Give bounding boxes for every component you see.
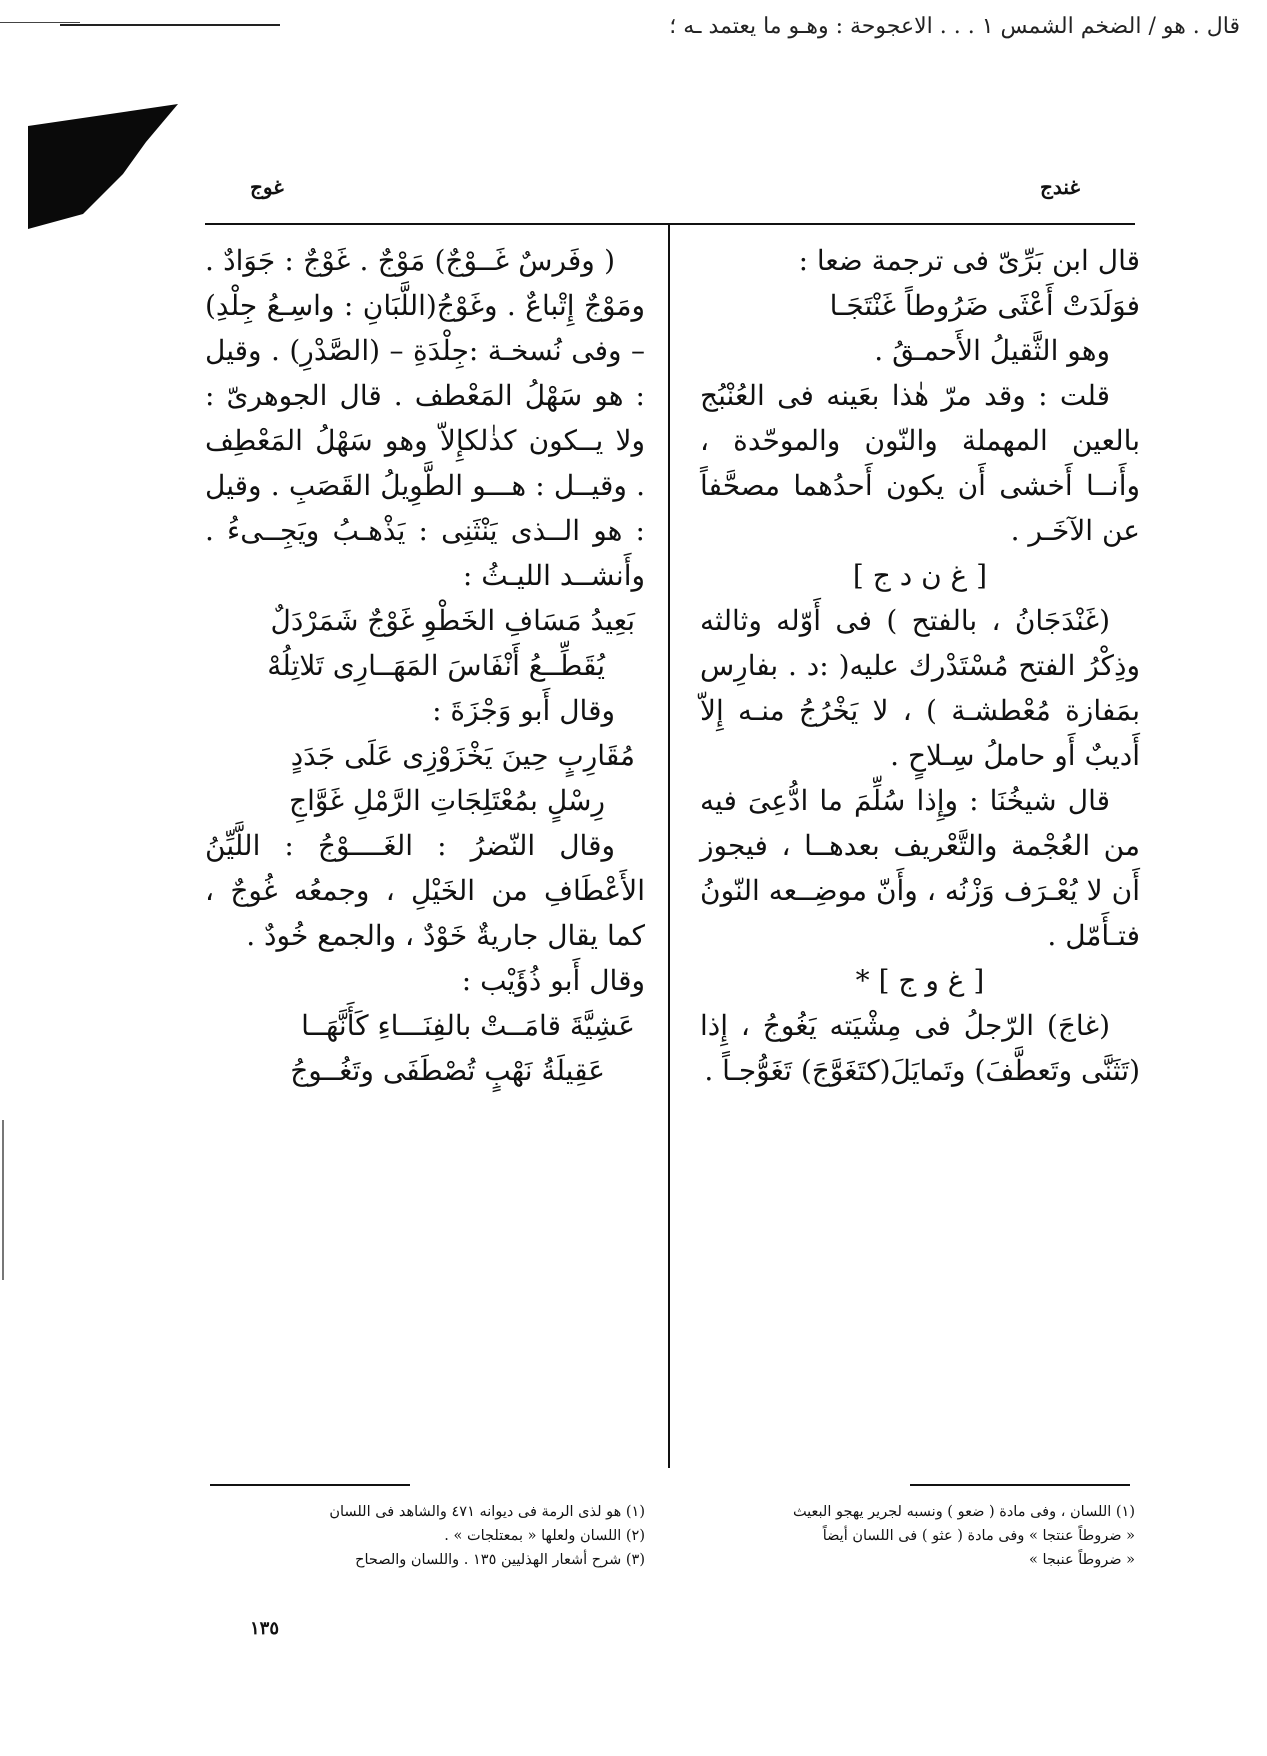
column-divider xyxy=(668,224,670,1468)
footnote: (١) هو لذى الرمة فى ديوانه ٤٧١ والشاهد فى اللسان xyxy=(329,1504,645,1520)
footnote: (١) اللسان ، وفى مادة ( ضعو ) ونسبه لجرير يهجو البعيث xyxy=(792,1504,1135,1520)
paragraph: قلت : وقد مرّ هٰذا بعَينه فى العُنْبُج بالعين المهملة والنّون والموحّدة ، وأَنــا أَخشى أَن يكون أَحدُهما مصحَّفاً عن الآخَـر . xyxy=(700,379,1140,547)
footnote-rule-left xyxy=(210,1484,410,1486)
paragraph: وهو الثَّقيلُ الأَحمـقُ . xyxy=(874,334,1110,367)
footnote: (٣) شرح أشعار الهذليين ١٣٥ . واللسان والصحاح xyxy=(355,1552,645,1568)
section-title-ghwj: [ غ و ج ] * xyxy=(855,964,985,997)
top-rule xyxy=(60,24,280,26)
attribution: وقال أَبو وَجْزَةَ : xyxy=(432,694,615,727)
footnotes-left xyxy=(205,1500,645,1572)
verse-line: فوَلَدَتْ أَعْثَى ضَرُوطاً غَنْتَجَـا xyxy=(829,289,1140,322)
right-column xyxy=(700,238,1140,1093)
paragraph: (غَنْدَجَانُ ، بالفتح ) فى أَوّله وثالثه وذِكْرُ الفتح مُسْتَدْرك عليه( :د . بفارِس بمَفازة مُعْطشـة ) ، لا يَخْرُجُ منـه إِلاّ أَديبٌ أَو حاملُ سِـلاحٍ . xyxy=(700,604,1140,772)
paragraph: قال ابن بَرِّىّ فى ترجمة ضعا : xyxy=(798,244,1140,277)
verse-line: عَشِيَّةَ قامَــتْ بالفِنَـــاءِ كَأَنَّهَــا xyxy=(301,1009,635,1042)
verse-line: عَقِيلَةُ نَهْبٍ تُصْطَفَى وتَغُــوجُ xyxy=(290,1054,605,1087)
verse-line: رِسْلٍ بمُعْتَلِجَاتِ الرَّمْلِ غَوَّاجِ xyxy=(289,784,605,817)
scan-corner-shadow xyxy=(28,104,178,229)
attribution: وقال أَبو ذُؤَيْب : xyxy=(461,964,645,997)
section-title-ghndj: [ غ ن د ج ] xyxy=(852,559,988,592)
left-headword: غوج xyxy=(250,175,284,199)
paragraph: قال شيخُنَا : وإِذا سُلِّمَ ما ادُّعِىَ فيه من العُجْمة والتَّعْريف بعدهــا ، فيجوز أَن لا يُعْـرَف وَزْنُه ، وأَنّ موضِــعه النّونُ فتـأَمّل . xyxy=(700,784,1140,952)
top-rule-fragment xyxy=(0,22,80,23)
paragraph: ( وفَرسٌ غَــوْجٌ) مَوْجٌ . غَوْجٌ : جَوَادٌ . ومَوْجٌ إِتْباعٌ . وغَوْجُ(اللَّبَانِ : واسِـعُ جِلْدِ) – وفى نُسخـة :جِلْدَةِ – (الصَّدْرِ) . وقيل : هو سَهْلُ المَعْطف . قال الجوهرىّ : ولا يــكون كذٰلكإِلاّ وهو سَهْلُ المَعْطِف . وقيــل : هـــو الطَّوِيلُ القَصَبِ . وقيل : هو الــذى يَنْثَنِى : يَذْهـبُ ويَجِــىءُ . وأَنشــد الليـثُ : xyxy=(205,244,645,592)
paragraph: (غاجَ) الرّجلُ فى مِشْيَته يَغُوجُ ، إِذا (تَثَنَّى وتَعطَّفَ) وتَمايَلَ(كتَغَوَّجَ) تَغَوُّجـاً . xyxy=(700,1009,1140,1087)
footnotes-right xyxy=(705,1500,1135,1572)
verse-line: بَعِيدُ مَسَافِ الخَطْوِ غَوْجٌ شَمَرْدَلٌ xyxy=(270,604,635,637)
verse-line: مُقَارِبٍ حِينَ يَخْزَوْزِى عَلَى جَدَدٍ xyxy=(290,739,635,772)
right-headword: غندج xyxy=(1040,175,1080,199)
header-rule xyxy=(205,223,1135,225)
verse-line: يُقَطِّــعُ أَنْفَاسَ المَهَــارِى تَلاتِلُهْ xyxy=(267,649,605,682)
footnote: « ضروطاً عنبجا » xyxy=(1028,1552,1135,1568)
footnote-rule-right xyxy=(910,1484,1130,1486)
top-header-cutoff: قال . هو / الضخم الشمس ١ . . . الاعجوحة : وهـو ما يعتمد ـه ؛ xyxy=(669,14,1240,39)
page-number: ١٣٥ xyxy=(250,1618,280,1639)
left-column xyxy=(205,238,645,1093)
paragraph: وقال النّضرُ : الغَــــوْجُ : اللَّيِّنُ الأَعْطَافِ من الخَيْلِ ، وجمعُه غُوجٌ ، كما يقال جاريةٌ خَوْدٌ ، والجمع خُودٌ . xyxy=(205,829,645,952)
scan-edge-mark xyxy=(2,1120,4,1280)
footnote: « ضروطاً عنتجا » وفى مادة ( عثو ) فى اللسان أيضاً xyxy=(822,1528,1135,1544)
footnote: (٢) اللسان ولعلها « بمعتلجات » . xyxy=(444,1528,645,1544)
